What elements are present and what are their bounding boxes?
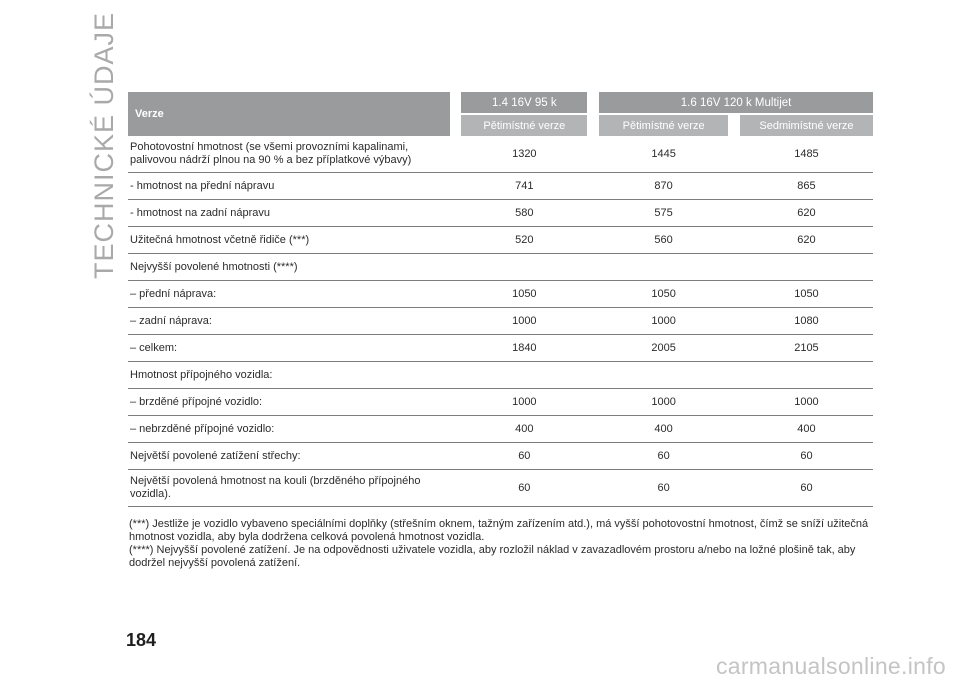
row-value-2: 2005 [599, 335, 728, 362]
row-value-2: 60 [599, 470, 728, 507]
row-label: – přední náprava: [128, 281, 450, 308]
row-label: - hmotnost na zadní nápravu [128, 200, 450, 227]
table-row [128, 227, 873, 254]
row-label: Hmotnost přípojného vozidla: [128, 362, 450, 389]
row-value-2: 1050 [599, 281, 728, 308]
table-row [128, 470, 873, 507]
table-row [128, 389, 873, 416]
row-value-1: 400 [461, 416, 587, 443]
row-label: – nebrzděné přípojné vozidlo: [128, 416, 450, 443]
table-row [128, 416, 873, 443]
row-value-3 [740, 362, 873, 389]
footnotes [129, 518, 889, 570]
row-value-2: 1000 [599, 308, 728, 335]
section-title-text: TECHNICKÉ ÚDAJE [89, 11, 120, 279]
row-value-3: 1050 [740, 281, 873, 308]
watermark: carmanualsonline.info [715, 653, 946, 679]
row-value-1: 580 [461, 200, 587, 227]
row-value-2 [599, 254, 728, 281]
row-label: Největší povolená hmotnost na kouli (brzděného přípojného vozidla). [128, 470, 450, 507]
table-row [128, 443, 873, 470]
row-value-2: 400 [599, 416, 728, 443]
row-label: Pohotovostní hmotnost (se všemi provozními kapalinami, palivovou nádrží plnou na 90 % a bez příplatkové výbavy) [128, 136, 450, 173]
row-label: Nejvyšší povolené hmotnosti (****) [128, 254, 450, 281]
row-value-1: 1050 [461, 281, 587, 308]
header-engine-1: 1.4 16V 95 k [461, 92, 587, 115]
row-value-2: 870 [599, 173, 728, 200]
row-value-2: 1000 [599, 389, 728, 416]
table-row [128, 254, 873, 281]
row-value-1 [461, 254, 587, 281]
table-row [128, 281, 873, 308]
row-label: – brzděné přípojné vozidlo: [128, 389, 450, 416]
spec-table [128, 92, 873, 507]
header-version-2: Pětimístné verze [599, 115, 728, 136]
table-row [128, 335, 873, 362]
row-value-2: 560 [599, 227, 728, 254]
header-row-engines [128, 92, 873, 115]
row-value-1: 1000 [461, 389, 587, 416]
footnote-2: (****) Nejvyšší povolené zatížení. Je na odpovědnosti uživatele vozidla, aby rozložil náklad v zavazadlovém prostoru a/nebo na ložné plošině tak, aby dodržel nejvyšší povolená zatížení. [129, 544, 856, 569]
row-value-1: 1000 [461, 308, 587, 335]
row-value-2: 1445 [599, 136, 728, 173]
row-value-3: 60 [740, 443, 873, 470]
row-value-1: 60 [461, 470, 587, 507]
row-label: Užitečná hmotnost včetně řidiče (***) [128, 227, 450, 254]
header-version-1: Pětimístné verze [461, 115, 587, 136]
row-label: Největší povolené zatížení střechy: [128, 443, 450, 470]
row-value-3: 1080 [740, 308, 873, 335]
table-row [128, 362, 873, 389]
footnote-1: (***) Jestliže je vozidlo vybaveno speciálními doplňky (střešním oknem, tažným zařízením atd.), má vyšší pohotovostní hmotnost, čímž se sníží užitečná hmotnost vozidla, aby byla dodržena celková povolená hmotnost vozidla. [129, 518, 869, 543]
table-row [128, 173, 873, 200]
section-title [80, 11, 130, 279]
row-value-3: 1000 [740, 389, 873, 416]
header-version-3: Sedmimístné verze [740, 115, 873, 136]
row-value-1 [461, 362, 587, 389]
table-row [128, 200, 873, 227]
row-value-2 [599, 362, 728, 389]
row-value-3: 1485 [740, 136, 873, 173]
row-label: – zadní náprava: [128, 308, 450, 335]
row-value-3: 865 [740, 173, 873, 200]
row-value-1: 741 [461, 173, 587, 200]
row-label: – celkem: [128, 335, 450, 362]
table-row [128, 308, 873, 335]
row-value-1: 60 [461, 443, 587, 470]
row-value-3 [740, 254, 873, 281]
header-verze: Verze [128, 92, 450, 136]
row-value-2: 575 [599, 200, 728, 227]
row-value-3: 60 [740, 470, 873, 507]
row-label: - hmotnost na přední nápravu [128, 173, 450, 200]
table-row [128, 136, 873, 173]
row-value-3: 2105 [740, 335, 873, 362]
table-body [128, 136, 873, 507]
row-value-1: 520 [461, 227, 587, 254]
row-value-3: 400 [740, 416, 873, 443]
row-value-3: 620 [740, 227, 873, 254]
row-value-3: 620 [740, 200, 873, 227]
row-value-1: 1840 [461, 335, 587, 362]
page-number: 184 [126, 630, 157, 650]
row-value-2: 60 [599, 443, 728, 470]
header-engine-2: 1.6 16V 120 k Multijet [599, 92, 873, 115]
row-value-1: 1320 [461, 136, 587, 173]
